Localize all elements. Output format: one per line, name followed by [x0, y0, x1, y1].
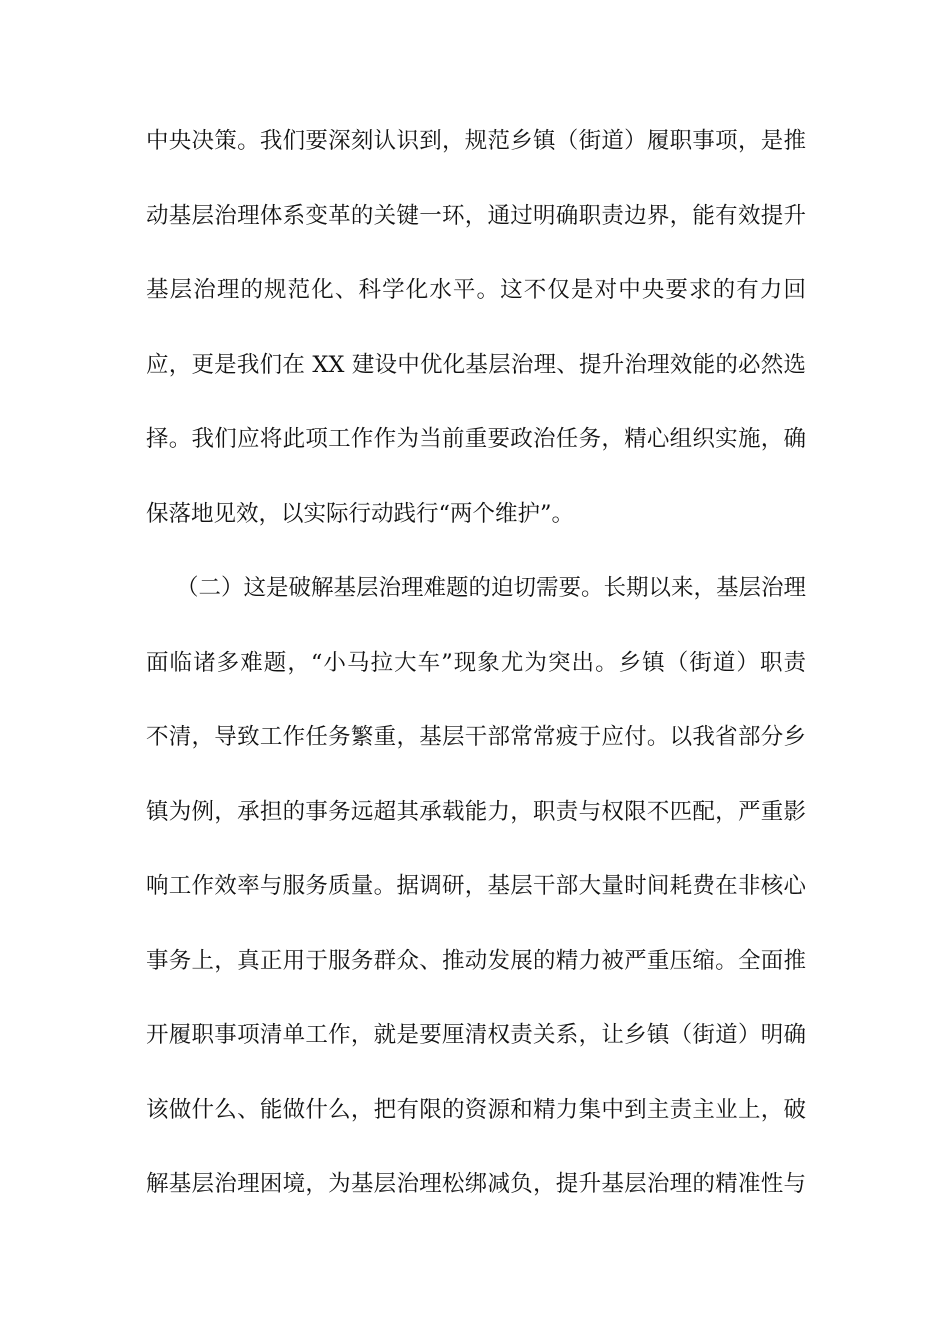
- paragraph-line: 响工作效率与服务质量。据调研，基层干部大量时间耗费在非核心: [146, 873, 806, 899]
- paragraph-line: 不清，导致工作任务繁重，基层干部常常疲于应付。以我省部分乡: [146, 724, 806, 750]
- body-text: [146, 116, 806, 1234]
- paragraph-line: 面临诸多难题，“小马拉大车”现象尤为突出。乡镇（街道）职责: [146, 649, 806, 676]
- section-heading-line: （二）这是破解基层治理难题的迫切需要。长期以来，基层治理: [176, 575, 807, 601]
- paragraph-line: 事务上，真正用于服务群众、推动发展的精力被严重压缩。全面推: [146, 947, 806, 974]
- paragraph-line: 保落地见效，以实际行动践行“两个维护”。: [146, 500, 575, 527]
- paragraph-line: 镇为例，承担的事务远超其承载能力，职责与权限不匹配，严重影: [146, 798, 806, 825]
- paragraph-line: 该做什么、能做什么，把有限的资源和精力集中到主责主业上，破: [146, 1096, 806, 1123]
- paragraph-line: 开履职事项清单工作，就是要厘清权责关系，让乡镇（街道）明确: [146, 1022, 806, 1048]
- paragraph-line: 中央决策。我们要深刻认识到，规范乡镇（街道）履职事项，是推: [146, 128, 806, 154]
- paragraph-line: 择。我们应将此项工作作为当前重要政治任务，精心组织实施，确: [146, 426, 806, 452]
- paragraph-line: 动基层治理体系变革的关键一环，通过明确职责边界，能有效提升: [146, 202, 806, 229]
- paragraph-line: 解基层治理困境，为基层治理松绑减负，提升基层治理的精准性与: [146, 1171, 806, 1197]
- paragraph-line: 基层治理的规范化、科学化水平。这不仅是对中央要求的有力回: [146, 277, 806, 303]
- paragraph-line: 应，更是我们在 XX 建设中优化基层治理、提升治理效能的必然选: [146, 351, 806, 378]
